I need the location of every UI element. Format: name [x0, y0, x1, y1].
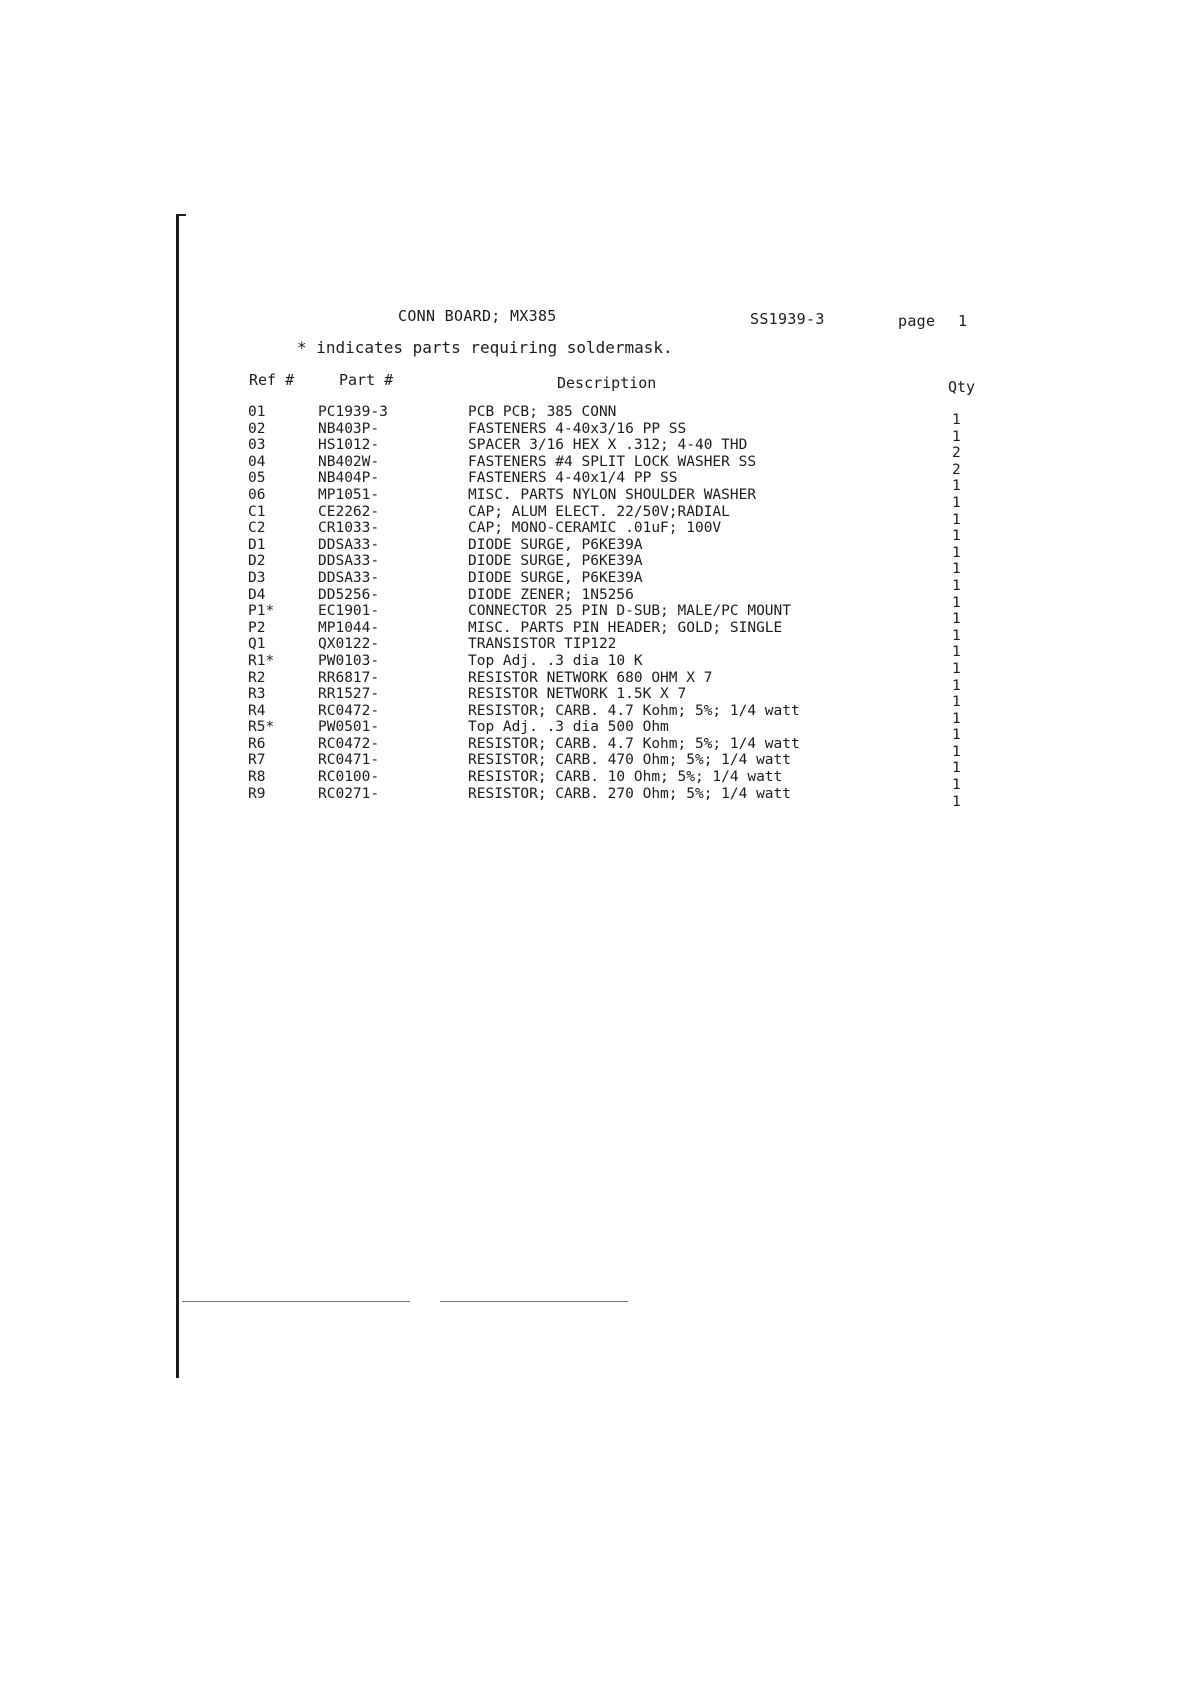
document-title: CONN BOARD; MX385: [398, 307, 557, 325]
ref-cell: R5*: [248, 719, 275, 736]
ref-cell: 01: [248, 404, 266, 420]
description-cell: RESISTOR; CARB. 4.7 Kohm; 5%; 1/4 watt: [468, 735, 800, 752]
part-number-cell: QX0122-: [318, 636, 380, 653]
part-number-cell: PW0103-: [318, 652, 380, 669]
table-row: [244, 486, 984, 511]
column-header-ref: Ref #: [249, 371, 295, 389]
part-number-cell: RC0100-: [318, 769, 380, 786]
qty-cell: 1: [952, 727, 961, 744]
description-cell: CAP; MONO-CERAMIC .01uF; 100V: [468, 520, 722, 537]
part-number-cell: EC1901-: [318, 603, 380, 620]
description-cell: RESISTOR NETWORK 1.5K X 7: [468, 686, 687, 703]
table-row: [244, 586, 984, 611]
part-number-cell: RC0271-: [318, 785, 380, 802]
qty-cell: 1: [952, 594, 961, 611]
ref-cell: R7: [248, 752, 266, 769]
part-number-cell: RR6817-: [318, 669, 380, 686]
table-row: [244, 536, 984, 561]
ref-cell: D4: [248, 586, 266, 603]
qty-cell: 1: [952, 743, 961, 760]
description-cell: RESISTOR NETWORK 680 OHM X 7: [468, 669, 713, 686]
part-number-cell: RC0471-: [318, 752, 380, 769]
part-number-cell: CR1033-: [318, 520, 380, 537]
description-cell: SPACER 3/16 HEX X .312; 4-40 THD: [468, 437, 748, 454]
description-cell: DIODE SURGE, P6KE39A: [468, 553, 643, 570]
table-row: [244, 669, 984, 694]
qty-cell: 1: [952, 777, 961, 794]
part-number-cell: NB403P-: [318, 420, 380, 437]
parts-list: [244, 404, 984, 810]
part-number-cell: RC0472-: [318, 735, 380, 752]
page-number: 1: [958, 312, 968, 330]
description-cell: FASTENERS #4 SPLIT LOCK WASHER SS: [468, 453, 757, 470]
left-margin-rule: [176, 214, 179, 1378]
ref-cell: 04: [248, 453, 266, 470]
qty-cell: 1: [952, 627, 961, 644]
part-number-cell: NB404P-: [318, 470, 380, 487]
description-cell: RESISTOR; CARB. 470 Ohm; 5%; 1/4 watt: [468, 752, 792, 769]
ref-cell: 05: [248, 470, 266, 487]
column-header-qty: Qty: [948, 378, 976, 396]
part-number-cell: PW0501-: [318, 719, 380, 736]
qty-cell: 1: [952, 677, 961, 694]
ref-cell: 03: [248, 437, 266, 454]
table-row: [244, 735, 984, 760]
table-row: [244, 404, 984, 428]
ref-cell: R6: [248, 735, 266, 752]
part-number-cell: RR1527-: [318, 686, 380, 703]
description-cell: Top Adj. .3 dia 10 K: [468, 652, 643, 669]
description-cell: MISC. PARTS PIN HEADER; GOLD; SINGLE: [468, 619, 783, 636]
qty-cell: 1: [952, 611, 961, 628]
table-row: [244, 569, 984, 594]
bottom-rule-right: [440, 1301, 628, 1302]
ref-cell: 06: [248, 486, 266, 503]
part-number-cell: MP1051-: [318, 486, 380, 503]
qty-cell: 1: [952, 644, 961, 661]
part-number-cell: RC0472-: [318, 702, 380, 719]
description-cell: PCB PCB; 385 CONN: [468, 404, 617, 420]
part-number-cell: DDSA33-: [318, 553, 380, 570]
ref-cell: D3: [248, 569, 266, 586]
table-row: [244, 420, 984, 445]
table-row: [244, 752, 984, 777]
table-row: [244, 785, 984, 810]
qty-cell: 1: [952, 577, 961, 594]
qty-cell: 1: [952, 428, 961, 445]
qty-cell: 1: [952, 710, 961, 727]
description-cell: DIODE ZENER; 1N5256: [468, 586, 634, 603]
part-number-cell: DDSA33-: [318, 536, 380, 553]
description-cell: CONNECTOR 25 PIN D-SUB; MALE/PC MOUNT: [468, 603, 792, 620]
qty-cell: 1: [952, 660, 961, 677]
qty-cell: 1: [952, 494, 961, 511]
description-cell: MISC. PARTS NYLON SHOULDER WASHER: [468, 486, 757, 503]
corner-tick: [176, 214, 186, 216]
description-cell: FASTENERS 4-40x3/16 PP SS: [468, 420, 687, 437]
part-number-cell: HS1012-: [318, 437, 380, 454]
ref-cell: R3: [248, 686, 266, 703]
ref-cell: P2: [248, 619, 266, 636]
qty-cell: 1: [952, 478, 961, 495]
ref-cell: C1: [248, 503, 266, 520]
ref-cell: R8: [248, 769, 266, 786]
bottom-rule-left: [182, 1301, 410, 1302]
soldermask-note: * indicates parts requiring soldermask.: [297, 338, 673, 357]
part-number-cell: DDSA33-: [318, 569, 380, 586]
qty-cell: 2: [952, 445, 961, 462]
table-row: [244, 453, 984, 478]
qty-cell: 1: [952, 412, 961, 428]
ref-cell: P1*: [248, 603, 275, 620]
ref-cell: Q1: [248, 636, 266, 653]
table-row: [244, 619, 984, 644]
description-cell: RESISTOR; CARB. 4.7 Kohm; 5%; 1/4 watt: [468, 702, 800, 719]
description-cell: Top Adj. .3 dia 500 Ohm: [468, 719, 669, 736]
ref-cell: R1*: [248, 652, 275, 669]
qty-cell: 1: [952, 793, 961, 810]
ref-cell: R4: [248, 702, 266, 719]
qty-cell: 1: [952, 544, 961, 561]
table-row: [244, 702, 984, 727]
description-cell: RESISTOR; CARB. 10 Ohm; 5%; 1/4 watt: [468, 769, 783, 786]
ref-cell: C2: [248, 520, 266, 537]
ref-cell: D2: [248, 553, 266, 570]
description-cell: FASTENERS 4-40x1/4 PP SS: [468, 470, 678, 487]
part-number-cell: NB402W-: [318, 453, 380, 470]
qty-cell: 1: [952, 561, 961, 578]
description-cell: RESISTOR; CARB. 270 Ohm; 5%; 1/4 watt: [468, 785, 792, 802]
part-number-cell: CE2262-: [318, 503, 380, 520]
description-cell: DIODE SURGE, P6KE39A: [468, 536, 643, 553]
qty-cell: 1: [952, 694, 961, 711]
part-number-cell: PC1939-3: [318, 404, 388, 420]
ref-cell: R9: [248, 785, 266, 802]
table-row: [244, 503, 984, 528]
qty-cell: 2: [952, 461, 961, 478]
description-cell: CAP; ALUM ELECT. 22/50V;RADIAL: [468, 503, 730, 520]
qty-cell: 1: [952, 528, 961, 545]
column-header-part: Part #: [339, 371, 394, 389]
column-header-description: Description: [557, 374, 657, 392]
part-number-cell: DD5256-: [318, 586, 380, 603]
qty-cell: 1: [952, 760, 961, 777]
ref-cell: D1: [248, 536, 266, 553]
part-number-cell: MP1044-: [318, 619, 380, 636]
document-number: SS1939-3: [750, 310, 825, 328]
ref-cell: R2: [248, 669, 266, 686]
description-cell: TRANSISTOR TIP122: [468, 636, 617, 653]
description-cell: DIODE SURGE, P6KE39A: [468, 569, 643, 586]
table-row: [244, 652, 984, 677]
qty-cell: 1: [952, 511, 961, 528]
ref-cell: 02: [248, 420, 266, 437]
page-label: page: [898, 312, 936, 330]
